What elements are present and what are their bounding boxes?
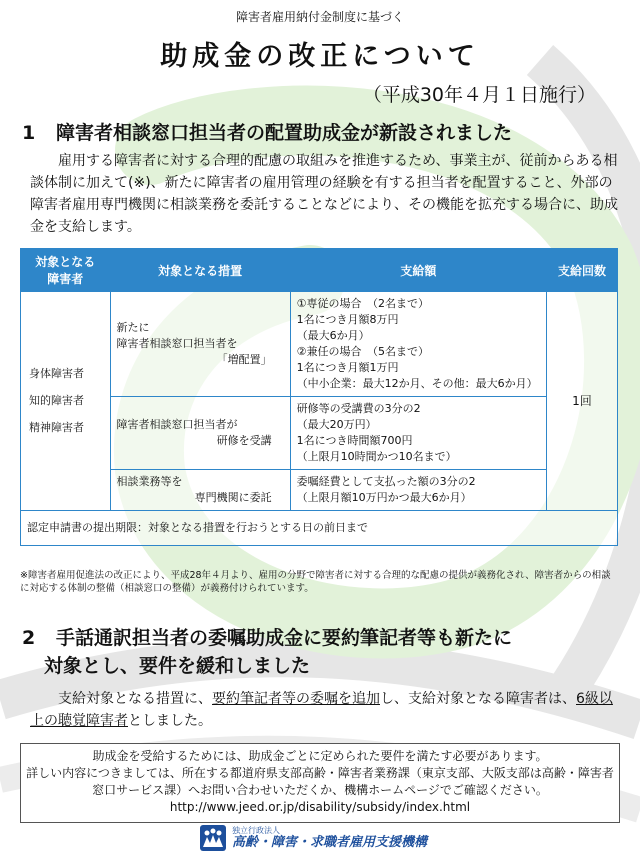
organization-logo-icon (200, 825, 226, 851)
amount-cell (290, 470, 546, 511)
section2-title-line1: 手話通訳担当者の委嘱助成金に要約筆記者等も新たに (56, 627, 513, 649)
body-text: としました。 (128, 713, 212, 729)
subsidy-table (20, 248, 618, 546)
section1-number: 1 (22, 122, 36, 144)
table-row (21, 397, 618, 470)
requirement-text: 助成金を受給するためには、助成金ごとに定められた要件を満たす必要があります。 (92, 749, 548, 763)
amount-text: 委嘱経費として支払った額の3分の2 (296, 475, 476, 488)
target-intellectual: 知的障害者 (29, 394, 84, 407)
amount-cell (290, 397, 546, 470)
measure-text: 相談業務等を (116, 475, 183, 488)
footnote: ※障害者雇用促進法の改正により、平成28年４月より、雇用の分野で障害者に対する合理的な配慮の提供が義務化され、障害者からの相談に対応する体制の整備（相談窓口の整備）が義務付けられています。 (20, 570, 611, 594)
header-count: 支給回数 (546, 249, 617, 292)
measure-cell (110, 292, 290, 397)
measure-cell (110, 470, 290, 511)
deadline-note: 認定申請書の提出期限：対象となる措置を行おうとする日の前日まで (21, 511, 618, 546)
section2-title-line2: 対象とし、要件を緩和しました (44, 655, 311, 677)
amount-text: （最大6か月） (296, 329, 370, 342)
measure-text: 専門機関に委託 (194, 491, 272, 504)
target-mental: 精神障害者 (29, 421, 84, 434)
homepage-link[interactable]: http://www.jeed.or.jp/disability/subsidy/index.html (169, 800, 471, 814)
measure-cell (110, 397, 290, 470)
org-type: 独立行政法人 (232, 826, 280, 835)
table-header-row (21, 249, 618, 292)
section1-body: 雇用する障害者に対する合理的配慮の取組みを推進するため、事業主が、従前からある相談体制に加えて(※)、新たに障害者の雇用管理の経験を有する担当者を配置すること、外部の障害者雇用専門機関に相談業務を委託することなどにより、その機能を拡充する場合に、助成金を支給します。 (30, 153, 618, 235)
amount-text: （中小企業：最大12か月、その他：最大6か月） (296, 377, 538, 390)
amount-text: 1名につき月額8万円 (296, 313, 399, 326)
measure-text: 研修を受講 (216, 434, 272, 447)
header-target-label: 対象となる 障害者 (35, 255, 96, 286)
header-amount: 支給額 (290, 249, 546, 292)
amount-text: （最大20万円） (296, 418, 377, 431)
underlined-text: 要約筆記者等の委嘱を追加 (212, 691, 380, 707)
amount-text: 1名につき時間額700円 (296, 434, 413, 447)
table-row (21, 292, 618, 397)
amount-text: ②兼任の場合 （5名まで） (296, 345, 430, 358)
organization-name (232, 826, 427, 850)
preface-text: 障害者雇用納付金制度に基づく (235, 10, 404, 24)
amount-text: （上限月10時間かつ10名まで） (296, 450, 457, 463)
header-measure: 対象となる措置 (110, 249, 290, 292)
contact-text: 詳しい内容につきましては、所在する都道府県支部高齢・障害者業務課（東京支部、大阪支部は高齢・障害者窓口サービス課）へお問い合わせいただくか、機構ホームページでご確認ください。 (26, 766, 614, 797)
contact-info-box (20, 743, 620, 823)
org-name: 高齢・障害・求職者雇用支援機構 (232, 835, 428, 850)
section1-title: 障害者相談窓口担当者の配置助成金が新設されました (56, 122, 513, 144)
measure-text: 障害者相談窓口担当者を (116, 337, 238, 350)
count-cell: 1回 (546, 292, 617, 511)
organization-footer (200, 824, 427, 852)
measure-text: 「増配置」 (216, 353, 272, 366)
table-row (21, 470, 618, 511)
section2-number: 2 (22, 627, 36, 649)
amount-text: （上限月額10万円かつ最大6か月） (296, 491, 472, 504)
measure-text: 新たに (116, 321, 150, 334)
body-text: 支給対象となる措置に、 (58, 691, 212, 707)
page-title: 助成金の改正について (160, 41, 480, 72)
header-target (21, 249, 111, 292)
effective-date: （平成30年４月１日施行） (362, 84, 596, 106)
amount-text: 1名につき月額1万円 (296, 361, 399, 374)
measure-text: 障害者相談窓口担当者が (116, 418, 238, 431)
amount-cell (290, 292, 546, 397)
amount-text: 研修等の受講費の3分の2 (296, 402, 421, 415)
table-footer-row (21, 511, 618, 546)
section2-heading (22, 624, 622, 680)
underlined-text: 6級以上の聴覚障害者 (30, 691, 613, 729)
target-physical: 身体障害者 (29, 367, 84, 380)
section1-heading (22, 118, 512, 145)
amount-text: ①専従の場合 （2名まで） (296, 297, 430, 310)
section2-body (30, 688, 620, 732)
target-cell (21, 292, 111, 511)
body-text: し、支給対象となる障害者は、 (380, 691, 576, 707)
